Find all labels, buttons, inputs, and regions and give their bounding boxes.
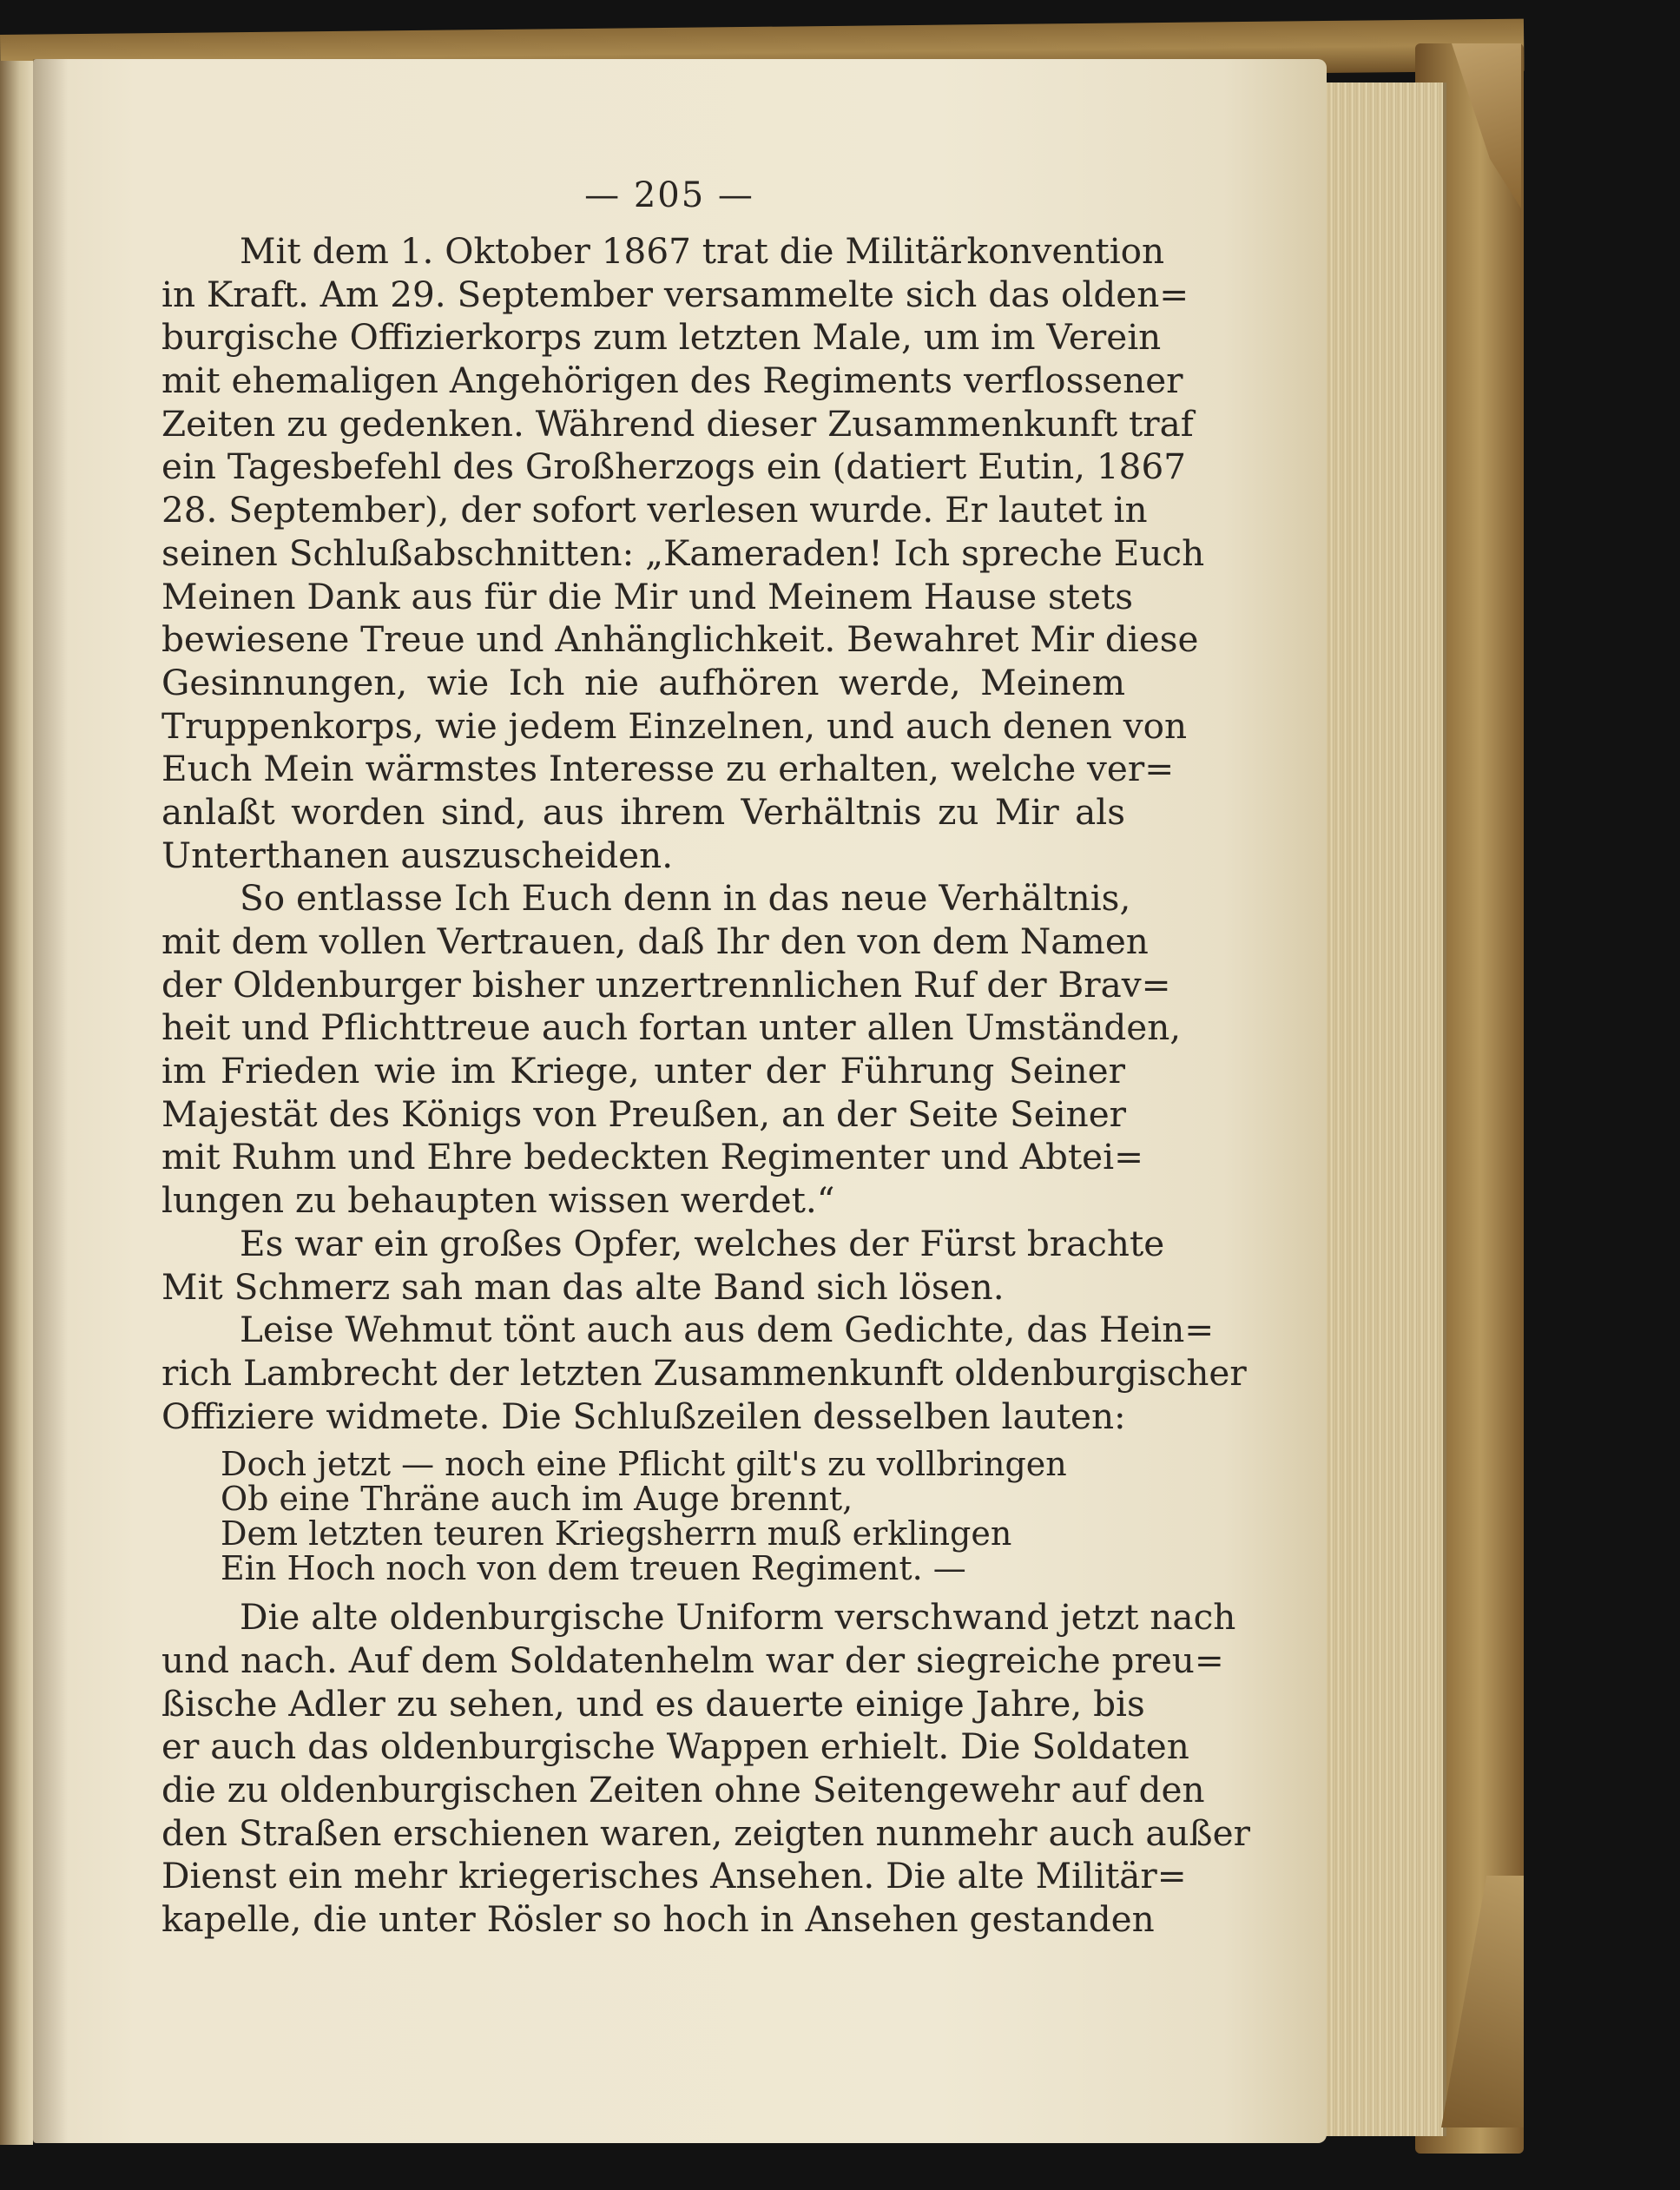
text-line: Meinen Dank aus für die Mir und Meinem Hause stets: [161, 575, 1134, 617]
text-line: Truppenkorps, wie jedem Einzelnen, und auch denen von: [161, 704, 1188, 747]
text-line: Es war ein großes Opfer, welches der Fürst brachte: [240, 1222, 1165, 1264]
poem-line: Dem letzten teuren Kriegsherrn muß erklingen: [221, 1514, 1012, 1553]
text-line: in Kraft. Am 29. September versammelte sich das olden=: [161, 273, 1189, 315]
text-line: lungen zu behaupten wissen werdet.“: [161, 1179, 835, 1222]
text-line: Leise Wehmut tönt auch aus dem Gedichte, das Hein=: [240, 1309, 1215, 1351]
text-line: Mit dem 1. Oktober 1867 trat die Militärkonvention: [240, 230, 1165, 272]
text-line: Majestät des Königs von Preußen, an der Seite Seiner: [161, 1092, 1127, 1135]
text-line: Mit Schmerz sah man das alte Band sich lösen.: [161, 1265, 1005, 1308]
page-block-edges: [1313, 82, 1446, 2136]
text-line: Zeiten zu gedenken. Während dieser Zusammenkunft traf: [161, 402, 1194, 445]
text-line: mit dem vollen Vertrauen, daß Ihr den von dem Namen: [161, 920, 1149, 962]
previous-page-edge: [0, 61, 33, 2145]
text-line: ein Tagesbefehl des Großherzogs ein (datiert Eutin, 1867: [161, 445, 1186, 488]
body-text-upper: [161, 230, 1247, 1438]
text-line: mit ehemaligen Angehörigen des Regiments verflossener: [161, 360, 1183, 402]
text-line: und nach. Auf dem Soldatenhelm war der siegreiche preu=: [161, 1639, 1224, 1681]
text-line: bewiesene Treue und Anhänglichkeit. Bewahret Mir diese: [161, 618, 1199, 661]
text-line: Euch Mein wärmstes Interesse zu erhalten, welche ver=: [161, 748, 1175, 790]
text-line: er auch das oldenburgische Wappen erhielt. Die Soldaten: [161, 1725, 1189, 1768]
text-line: Dienst ein mehr kriegerisches Ansehen. Die alte Militär=: [161, 1855, 1187, 1897]
text-line: den Straßen erschienen waren, zeigten nunmehr auch außer: [161, 1811, 1250, 1854]
text-line: Die alte oldenburgische Uniform verschwand jetzt nach: [240, 1596, 1236, 1639]
poem-line: Ob eine Thräne auch im Auge brennt,: [221, 1480, 853, 1519]
page-number: — 205 —: [584, 175, 754, 215]
page-gutter-shadow: [33, 59, 68, 2143]
text-line: So entlasse Ich Euch denn in das neue Verhältnis,: [240, 877, 1131, 920]
text-line: burgische Offizierkorps zum letzten Male, um im Verein: [161, 316, 1162, 359]
page-text-block: [161, 161, 1250, 1942]
poem-line: Doch jetzt — noch eine Pflicht gilt's zu vollbringen: [221, 1445, 1067, 1484]
text-line: Offiziere widmete. Die Schlußzeilen desselben lauten:: [161, 1395, 1126, 1437]
text-line: der Oldenburger bisher unzertrennlichen Ruf der Brav=: [161, 963, 1171, 1006]
text-line: im Frieden wie im Kriege, unter der Führung Seiner: [161, 1050, 1125, 1092]
text-line: 28. September), der sofort verlesen wurde. Er lautet in: [161, 489, 1148, 531]
text-line: rich Lambrecht der letzten Zusammenkunft oldenburgischer: [161, 1351, 1247, 1394]
text-line: mit Ruhm und Ehre bedeckten Regimenter und Abtei=: [161, 1136, 1144, 1178]
text-line: ßische Adler zu sehen, und es dauerte einige Jahre, bis: [161, 1682, 1145, 1725]
text-line: heit und Pflichttreue auch fortan unter allen Umständen,: [161, 1006, 1182, 1049]
text-line: seinen Schlußabschnitten: „Kameraden! Ich spreche Euch: [161, 531, 1205, 574]
poem-line: Ein Hoch noch von dem treuen Regiment. —: [221, 1549, 966, 1588]
text-line: Gesinnungen, wie Ich nie aufhören werde, Meinem: [161, 661, 1125, 703]
text-line: Unterthanen auszuscheiden.: [161, 834, 674, 876]
text-line: kapelle, die unter Rösler so hoch in Ansehen gestanden: [161, 1898, 1155, 1941]
text-line: anlaßt worden sind, aus ihrem Verhältnis zu Mir als: [161, 790, 1125, 833]
text-line: die zu oldenburgischen Zeiten ohne Seitengewehr auf den: [161, 1769, 1205, 1811]
body-text-lower: [161, 1596, 1250, 1942]
poem-quote: [161, 1447, 1125, 1586]
